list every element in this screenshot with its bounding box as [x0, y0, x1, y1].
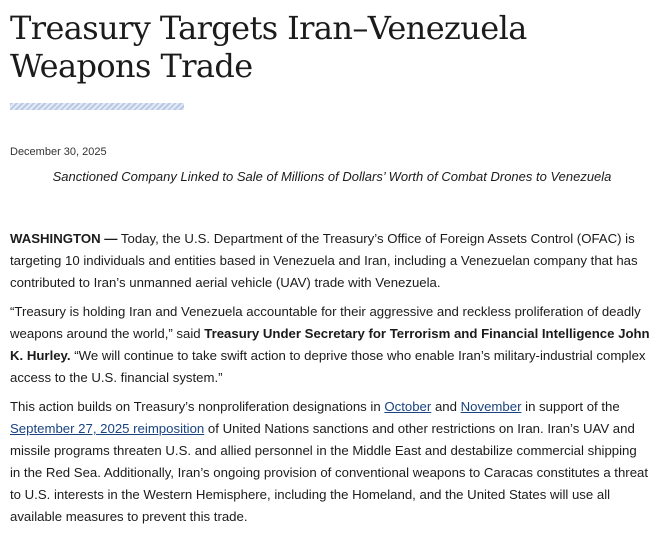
publish-date: December 30, 2025	[10, 146, 107, 158]
paragraph-2	[10, 301, 650, 389]
quote-end: “We will continue to take swift action to deprive those who enable Iran’s military-industrial complex access to the U.S. financial system.”	[10, 348, 646, 385]
article-body	[10, 228, 650, 535]
link-october[interactable]: October	[384, 399, 432, 414]
link-november[interactable]: November	[460, 399, 522, 414]
article-subtitle: Sanctioned Company Linked to Sale of Millions of Dollars’ Worth of Combat Drones to Venezuela	[52, 169, 612, 184]
paragraph-3-text-d: of United Nations sanctions and other restrictions on Iran. Iran’s UAV and missile programs threaten U.S. and allied personnel in the Middle East and destabilize commercial shipping in the Red Sea. Additionally, Iran’s ongoing provision of conventional weapons to Caracas constitutes a threat to U.S. interests in the Western Hemisphere, including the Homeland, and the United States will use all available measures to prevent this trade.	[10, 421, 649, 524]
paragraph-1-text: Today, the U.S. Department of the Treasury’s Office of Foreign Assets Control (OFAC) is targeting 10 individuals and entities based in Venezuela and Iran, including a Venezuelan company that has contributed to Iran’s unmanned aerial vehicle (UAV) trade with Venezuela.	[10, 231, 638, 290]
quote-start: “Treasury is holding Iran and Venezuela accountable for their aggressive and reckless proliferation of deadly weapons around the world,” said	[10, 304, 641, 341]
title-underline-decoration	[10, 103, 184, 110]
paragraph-3-text-a: This action builds on Treasury’s nonproliferation designations in	[10, 399, 385, 414]
paragraph-1	[10, 228, 650, 294]
page-title: Treasury Targets Iran–Venezuela Weapons Trade	[10, 9, 527, 85]
article	[10, 0, 654, 110]
link-reimposition[interactable]: September 27, 2025 reimposition	[10, 421, 205, 436]
speaker-name: Treasury Under Secretary for Terrorism and Financial Intelligence John K. Hurley.	[10, 326, 650, 363]
dateline: WASHINGTON —	[10, 231, 118, 246]
paragraph-3	[10, 396, 650, 528]
paragraph-3-text-b: and	[431, 399, 461, 414]
paragraph-3-text-c: in support of the	[521, 399, 620, 414]
